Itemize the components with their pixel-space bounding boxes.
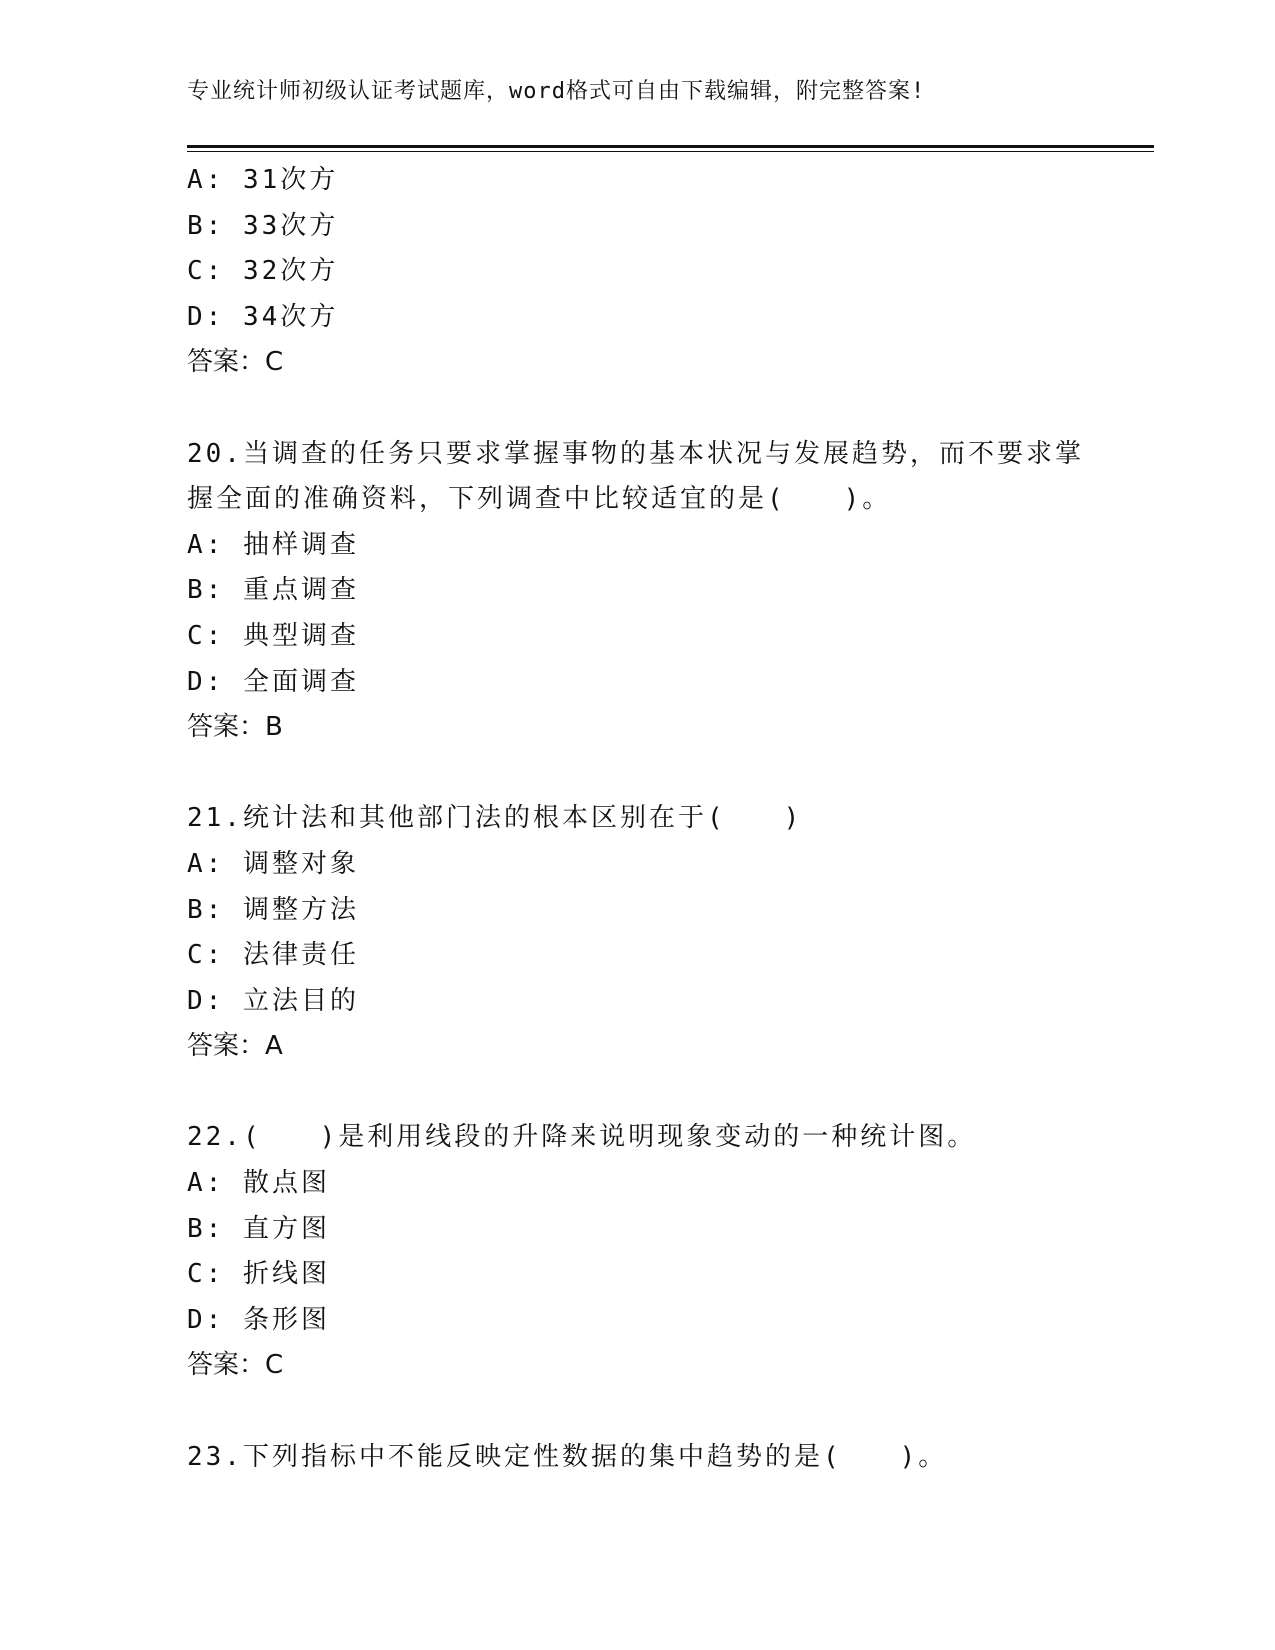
question-21 bbox=[187, 796, 1087, 1070]
question-stem-line-1: 20.当调查的任务只要求掌握事物的基本状况与发展趋势，而不要求掌 bbox=[187, 438, 1084, 469]
question-stem-line-2: 握全面的准确资料，下列调查中比较适宜的是( )。 bbox=[187, 484, 892, 515]
spacer bbox=[187, 386, 1087, 432]
spacer bbox=[187, 1070, 1087, 1116]
page-header: 专业统计师初级认证考试题库，word格式可自由下载编辑，附完整答案! bbox=[187, 79, 926, 104]
option-d: D: 34次方 bbox=[187, 301, 339, 332]
option-a: A: 调整对象 bbox=[187, 848, 359, 879]
option-b: B: 直方图 bbox=[187, 1213, 330, 1244]
header-rule-thin bbox=[187, 151, 1154, 152]
option-b: B: 重点调查 bbox=[187, 575, 359, 606]
option-c: C: 折线图 bbox=[187, 1259, 330, 1290]
spacer bbox=[187, 751, 1087, 797]
option-c: C: 典型调查 bbox=[187, 620, 359, 651]
answer: 答案：A bbox=[187, 1031, 283, 1062]
question-stem: 21.统计法和其他部门法的根本区别在于( ) bbox=[187, 803, 803, 834]
option-b: B: 调整方法 bbox=[187, 894, 359, 925]
option-d: D: 条形图 bbox=[187, 1304, 330, 1335]
question-19 bbox=[187, 158, 1087, 386]
answer: 答案：B bbox=[187, 712, 283, 743]
question-22 bbox=[187, 1115, 1087, 1389]
header-rule-thick bbox=[187, 145, 1154, 148]
answer: 答案：C bbox=[187, 1350, 284, 1381]
option-a: A: 抽样调查 bbox=[187, 529, 359, 560]
option-d: D: 全面调查 bbox=[187, 666, 359, 697]
option-b: B: 33次方 bbox=[187, 210, 339, 241]
question-stem: 23.下列指标中不能反映定性数据的集中趋势的是( )。 bbox=[187, 1441, 948, 1472]
answer: 答案：C bbox=[187, 347, 284, 378]
question-list bbox=[187, 158, 1087, 1480]
option-d: D: 立法目的 bbox=[187, 985, 359, 1016]
option-c: C: 法律责任 bbox=[187, 940, 359, 971]
option-a: A: 散点图 bbox=[187, 1168, 330, 1199]
option-c: C: 32次方 bbox=[187, 256, 339, 287]
spacer bbox=[187, 1389, 1087, 1435]
question-20 bbox=[187, 432, 1087, 751]
option-a: A: 31次方 bbox=[187, 165, 339, 195]
question-23 bbox=[187, 1435, 1087, 1481]
question-stem: 22.( )是利用线段的升降来说明现象变动的一种统计图。 bbox=[187, 1122, 977, 1153]
